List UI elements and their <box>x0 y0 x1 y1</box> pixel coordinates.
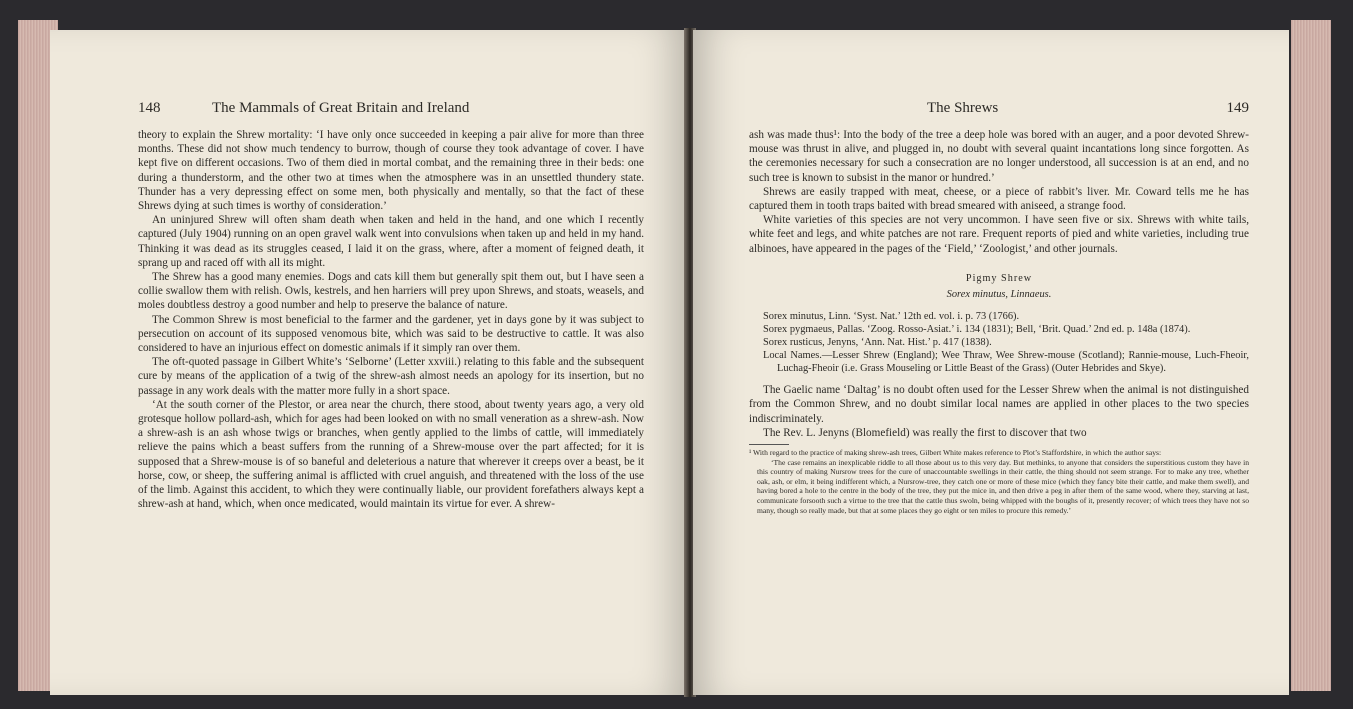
paragraph: The oft-quoted passage in Gilbert White’s ‘Selborne’ (Letter xxviii.) relating to this fable and the subsequent cure by means of the application of a twig of the shrew-ash almost needs an apology for its insertion, but no passage in any work deals with the matter more fully in a short space. <box>138 356 644 397</box>
paragraph: ‘At the south corner of the Plestor, or area near the church, there stood, about twenty years ago, a very old grotesque hollow pollard-ash, which for ages had been looked on with no small veneration as a shrew-ash. Now a shrew-ash is an ash whose twigs or branches, when gently applied to the limbs of cattle, will immediately relieve the pains which a beast suffers from the running of a Shrew-mouse over the part affected; for it is supposed that a Shrew-mouse is of so baneful and deleterious a nature that wherever it creeps over a beast, be it horse, cow, or sheep, the suffering animal is afflicted with cruel anguish, and threatened with the loss of the use of the limb. Against this accident, to which they were continually liable, our provident forefathers always kept a shrew-ash at hand, which, when once medicated, would maintain its virtue for ever. A shrew- <box>138 398 644 511</box>
synonym-entry: Sorex pygmaeus, Pallas. ‘Zoog. Rosso-Asiat.’ i. 134 (1831); Bell, ‘Brit. Quad.’ 2nd ed. p. 148a (1874). <box>763 324 1191 336</box>
paragraph: theory to explain the Shrew mortality: ‘I have only once succeeded in keeping a pair alive for more than three months. These did not show much tendency to burrow, though of course they took advantage of cover. I have kept five on different occasions. Two of them died in mortal combat, and the remaining three in their beds: one during a thunderstorm, and the other two at times when the atmosphere was in an unsettled thundery state. Thunder has a very depressing effect on some men, both physically and mentally, so that the fact of these Shrews dying at such times is worthy of consideration.’ <box>138 129 644 213</box>
synonym-entry: Sorex rusticus, Jenyns, ‘Ann. Nat. Hist.’ p. 417 (1838). <box>763 337 992 349</box>
right-page-edges <box>1291 20 1331 691</box>
right-page-number: 149 <box>1226 100 1249 116</box>
footnote-quote: ‘The case remains an inexplicable riddle to all those about us to this very day. But methinks, to anyone that considers the superstitious custom they have in this country of making Nursrow trees for the cure of unaccountable swellings in their cattle, the thing should not seem strange. For to make any tree, whether oak, ash, or elm, it being indifferent which, a Nursrow-tree, they catch one or more of these mice (which they fancy bite their cattle, and make them swell), and having bored a hole to the centre in the body of the tree, they put the mice in, and then drive a peg in after them of the same wood, where they, starving at last, communicate forsooth such a virtue to the tree that the cattle thus swoln, being whipped with the boughs of it, presently recover; of which trees they have not so many, though so really made, but that at some places they go eight or ten miles to procure this remedy.’ <box>757 457 1249 515</box>
synonym-entry: Local Names.—Lesser Shrew (England); Wee Thraw, Wee Shrew-mouse (Scotland); Rannie-mouse, Luch-Fheoir, Luchag-Fheoir (i.e. Grass Mouseling or Little Beast of the Grass) (Outer Hebrides and Skye). <box>763 350 1249 375</box>
left-running-head: The Mammals of Great Britain and Ireland <box>212 100 470 116</box>
synonymy-block <box>749 310 1249 375</box>
paragraph: An uninjured Shrew will often sham death when taken and held in the hand, and one which I recently captured (July 1904) running on an open gravel walk went into convulsions when taken up and held in my hand. Thinking it was dead as its struggles ceased, I laid it on the grass, where, after a moment of feigned death, it sprang up and raced off with all its might. <box>138 214 644 269</box>
section-subtitle: Sorex minutus, Linnaeus. <box>946 289 1052 301</box>
section-title: Pigmy Shrew <box>965 272 1033 284</box>
paragraph: The Shrew has a good many enemies. Dogs and cats kill them but generally spit them out, but I have seen a collie swallow them with relish. Owls, kestrels, and hen harriers will prey upon Shrews, and stoats, weasels, and moles doubtless destroy a good number and help to preserve the balance of nature. <box>138 271 644 312</box>
left-page <box>50 30 686 695</box>
synonym-entry: Sorex minutus, Linn. ‘Syst. Nat.’ 12th ed. vol. i. p. 73 (1766). <box>763 311 1020 323</box>
paragraph: Shrews are easily trapped with meat, cheese, or a piece of rabbit’s liver. Mr. Coward tells me he has captured them in tooth traps baited with bread smeared with aniseed, a strange food. <box>749 185 1249 213</box>
right-running-head: The Shrews <box>927 100 999 116</box>
right-page <box>693 30 1289 695</box>
left-body <box>138 128 644 511</box>
paragraph: The Gaelic name ‘Daltag’ is no doubt often used for the Lesser Shrew when the animal is not distinguished from the Common Shrew, and no doubt similar local names are applied in other places to the two species indiscriminately. <box>749 384 1249 425</box>
right-body <box>749 128 1249 515</box>
paragraph: The Rev. L. Jenyns (Blomefield) was really the first to discover that two <box>763 426 1087 439</box>
footnote <box>749 448 1249 515</box>
footnote-intro: ¹ With regard to the practice of making shrew-ash trees, Gilbert White makes reference to Plot’s Staffordshire, in which the author says: <box>749 448 1162 458</box>
paragraph: The Common Shrew is most beneficial to the farmer and the gardener, yet in days gone by it was subject to persecution on account of its supposed venomous bite, which was said to be destructive to cattle. It was also considered to have an injurious effect on domestic animals if it simply ran over them. <box>138 313 644 355</box>
paragraph: White varieties of this species are not very uncommon. I have seen five or six. Shrews with white tails, white feet and legs, and white patches are not rare. Frequent reports of pied and white varieties, including true albinoes, have appeared in the pages of the ‘Field,’ ‘Zoologist,’ and other journals. <box>749 214 1249 255</box>
paragraph: ash was made thus¹: Into the body of the tree a deep hole was bored with an auger, and a poor devoted Shrew-mouse was thrust in alive, and plugged in, no doubt with several quaint incantations long since forgotten. As the ceremonies necessary for such a consecration are no longer understood, all succession is at an end, and no such tree is known to subsist in the manor or hundred.’ <box>749 129 1249 184</box>
left-page-number: 148 <box>138 100 161 116</box>
footnote-rule <box>749 444 789 445</box>
